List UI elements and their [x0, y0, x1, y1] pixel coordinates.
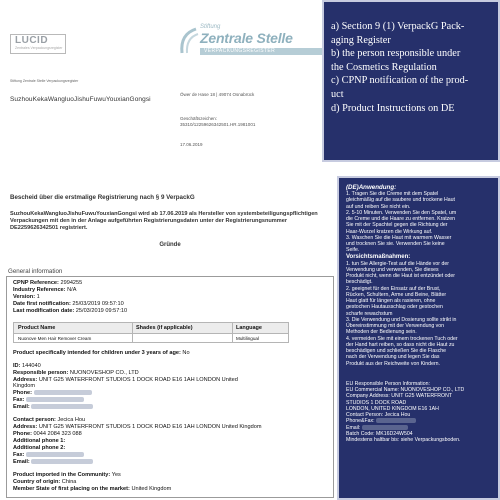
anwendung-heading: (DE)Anwendung: — [346, 184, 397, 191]
col-language: Language — [236, 325, 262, 331]
section-line: d) Product Instructions on DE — [331, 102, 455, 114]
anwendung-line: 1. Tragen Sie die Creme mit dem Spatel — [346, 191, 439, 197]
redacted-value — [26, 397, 84, 402]
reference-label: Geschäftszeichen: — [180, 116, 218, 121]
logo-register: VERPACKUNGSREGISTER — [200, 48, 326, 55]
redacted-value — [376, 418, 416, 423]
cpnp-reference: CPNP Reference: 2994255 — [13, 280, 83, 286]
redacted-value — [362, 425, 408, 430]
person-id: ID: 144040 — [13, 363, 41, 369]
vorsicht-line: beschädigen und schließen Sie die Flasche — [346, 348, 447, 354]
redacted-value — [31, 404, 93, 409]
contact-email: Email: — [13, 459, 93, 465]
vorsicht-line: Produkt nicht, wenn die Haut ist entzündet oder — [346, 273, 456, 279]
anwendung-line: und trocknen Sie sie. Verwenden Sie keine — [346, 241, 445, 247]
anwendung-line: gleichmäßig auf die saubere und trockene Haut — [346, 197, 456, 204]
zentrale-stelle-arc-icon — [176, 26, 200, 56]
vorsicht-line: beschädigt. — [346, 279, 373, 286]
letter-body: SuzhouKekaWangluoJishuFuwuYouxianGongsi wird ab 17.06.2019 als Hersteller von systembeteiligungspflichtigen Verpackungen mit den in der Anlage aufgeführten Registrierungsdaten unter der Registrierungsnummer DE2259626342501 registriert. — [10, 211, 318, 231]
vorsicht-line: 2. geeignet für den Einsatz auf der Brust, — [346, 285, 441, 292]
responsible-fax: Fax: — [13, 397, 84, 403]
country-of-origin: Country of origin: China — [13, 479, 77, 485]
col-product-name: Product Name — [18, 325, 56, 331]
responsible-address: Address: UNIT G25 WATERFRONT STUDIOS 1 DOCK ROAD E16 1AH LONDON United — [13, 377, 238, 383]
recipient-name: SuzhouKekaWangluoJishuFuwuYouxianGongsi — [10, 96, 151, 103]
sender-address-line: Stiftung Zentrale Stelle Verpackungsregister — [10, 79, 79, 83]
vorsicht-line: Rücken, Schultern, Arme und Beine, Blätter — [346, 291, 447, 298]
registration-letter — [0, 0, 340, 255]
additional-phone-2: Additional phone 2: — [13, 445, 66, 451]
logo-name: Zentrale Stelle — [200, 30, 293, 46]
vorsicht-heading: Vorsichtsmaßnahmen: — [346, 253, 411, 260]
resp-line: Contact Person: Jecica Hou — [346, 412, 411, 418]
col-shades: Shades (if applicable) — [136, 325, 193, 331]
anwendung-line: 2. 5-10 Minuten. Verwenden Sie den Spatel, um — [346, 209, 457, 216]
zentrale-stelle-logo — [176, 24, 326, 60]
sender-address: Öwer de Hase 18 | 49074 Osnabrück — [180, 92, 255, 97]
responsible-email: Email: — [13, 404, 93, 410]
anwendung-line: Seife. — [346, 247, 360, 254]
lucid-logo-word: LUCID — [15, 35, 49, 46]
vorsicht-line: Verwendung und verwenden, Sie dieses — [346, 266, 439, 273]
vorsicht-line: Haut glatt für längen als rasieren, ohne — [346, 298, 436, 304]
redacted-value — [34, 390, 92, 395]
responsible-phone: Phone: — [13, 390, 92, 396]
resp-line: LONDON, UNITED KINGDOM E16 1AH — [346, 405, 439, 412]
vorsicht-line: Produkt aus der Reichweite von Kindern. — [346, 360, 441, 367]
first-notification-date: Date first notification: 25/03/2019 09:57:10 — [13, 301, 124, 307]
redacted-value — [31, 459, 93, 464]
section-line: the Cosmetics Regulation — [331, 61, 437, 73]
letter-date: 17.06.2019 — [180, 142, 203, 147]
resp-line: STUDIOS 1 DOCK ROAD — [346, 399, 407, 406]
industry-reference: Industry Reference: N/A — [13, 287, 77, 293]
anwendung-panel — [337, 176, 500, 500]
responsible-address-cont: Kingdom — [13, 383, 36, 389]
children-flag: Product specifically intended for children under 3 years of age: No — [13, 350, 190, 356]
vorsicht-line: Übereinstimmung mit der Verwendung von — [346, 323, 445, 329]
version: Version: 1 — [13, 294, 40, 300]
responsible-person-info — [346, 381, 493, 444]
resp-email-label: Email: — [346, 424, 361, 431]
vorsicht-line: 4. vermeiden Sie mit einem trockenen Tuch oder — [346, 335, 458, 342]
general-info-title: General information — [8, 268, 63, 275]
section-line: uct — [331, 88, 344, 100]
section-line: aging Register — [331, 34, 391, 46]
member-state: Member State of first placing on the market: United Kingdom — [13, 486, 172, 492]
vorsicht-line: scharfe rewachstum — [346, 310, 393, 317]
section-line: a) Section 9 (1) VerpackG Pack- — [331, 21, 465, 32]
cell-product-name: Nuonove Men Hair Remover Cream — [18, 336, 92, 341]
resp-line: Mindestens haltbar bis: siehe Verpackungsboden. — [346, 437, 461, 443]
additional-phone-1: Additional phone 1: — [13, 438, 66, 444]
gruende-heading: Gründe — [159, 242, 181, 248]
responsible-person: Responsible person: NUONOVESHOP CO., LTD — [13, 370, 139, 376]
lucid-logo — [10, 34, 66, 54]
reference-value: 35310/1225962634250​1.HR.1981001 — [180, 122, 256, 127]
sections-panel — [322, 0, 500, 162]
vorsicht-line: 3. Die Verwendung und Dosierung sollte strikt in — [346, 316, 457, 323]
vorsicht-line: der Hand hart reiben, so dass nicht die Haut zu — [346, 341, 455, 348]
anwendung-line: 3. Waschen Sie die Haut mit warmem Wasser — [346, 234, 452, 241]
vorsicht-line: Methoden der Bedienung sein. — [346, 329, 417, 336]
resp-line: EU Responsible Person Information: — [346, 380, 430, 387]
anwendung-line: Haar-Wurzel kratzen die Wirkung auf. — [346, 228, 433, 235]
resp-line: Company Address: UNIT G25 WATERFRONT — [346, 393, 452, 400]
letter-subject: Bescheid über die erstmalige Registrierung nach § 9 VerpackG — [10, 194, 195, 201]
section-line: c) CPNP notification of the prod- — [331, 75, 469, 87]
vorsicht-line: gestochen Hautausschlag oder gestochen — [346, 304, 443, 311]
section-line: b) the person responsible under — [331, 48, 461, 60]
contact-address: Address: UNIT G25 WATERFRONT STUDIOS 1 DOCK ROAD E16 1AH LONDON United Kingdom — [13, 424, 262, 430]
redacted-value — [26, 452, 84, 457]
contact-person: Contact person: Jecica Hou — [13, 417, 86, 423]
contact-phone: Phone: 0044 2084 323 088 — [13, 431, 82, 437]
resp-phone-label: Phone&Fax: — [346, 418, 375, 425]
contact-fax: Fax: — [13, 452, 84, 458]
anwendung-line: auf und reiben Sie nicht ein. — [346, 203, 411, 210]
imported-flag: Product imported in the Community: Yes — [13, 472, 121, 478]
cpnp-general-information — [0, 268, 336, 500]
resp-line: Batch Code: MK16D24W504 — [346, 430, 413, 437]
anwendung-line: die Creme und die Haare zu entfernen. Kratzen — [346, 216, 456, 222]
general-info-box — [6, 276, 334, 498]
vorsicht-line: 1. tun Sie Allergie-Test auf die Hände vor der — [346, 260, 449, 267]
logo-stiftung: Stiftung — [200, 24, 221, 30]
last-modification-date: Last modification date: 25/03/2019 09:57:10 — [13, 308, 128, 314]
lucid-logo-sub: Zentrales Verpackungsregister — [15, 46, 63, 50]
cell-language: Multilingual — [236, 336, 259, 341]
product-table — [13, 322, 289, 343]
vorsicht-line: nach der Verwendung und legen Sie das — [346, 354, 440, 361]
resp-line: EU Commercial Name: NUONOVESHOP CO., LTD — [346, 387, 465, 393]
anwendung-line: Sie mit der Spachtel gegen die Richtung der — [346, 222, 448, 229]
